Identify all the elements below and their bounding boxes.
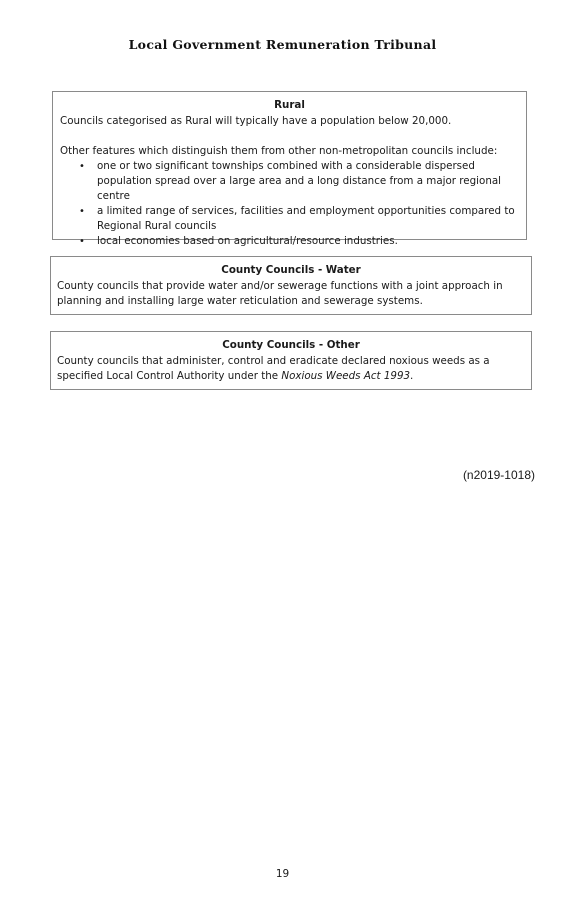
bullet-icon: • [79,206,85,217]
list-item [60,159,519,204]
rural-title: Rural [274,99,305,111]
county-other-text-start: County councils that administer, control and eradicate declared noxious weeds as a specified Local Control Authority under the [57,355,490,382]
document-reference: (n2019-1018) [462,468,535,482]
list-item [60,234,519,249]
list-item-text: one or two significant townships combined with a considerable dispersed population spread over a large area and a long distance from a major regional centre [97,160,502,202]
county-other-text [57,354,525,384]
bullet-icon: • [79,236,85,247]
list-item [60,204,519,234]
page-header-title: Local Government Remuneration Tribunal [128,37,437,52]
paragraph-spacer [60,129,519,144]
rural-features-list [60,159,519,249]
county-other-title: County Councils - Other [222,339,360,351]
county-other-box [50,331,532,390]
rural-features-intro: Other features which distinguish them from other non-metropolitan councils include: [60,145,498,157]
rural-category-box [52,91,527,247]
page-number: 19 [275,868,290,880]
list-item-text: local economies based on agricultural/resource industries. [97,235,398,247]
county-water-title: County Councils - Water [221,264,361,276]
list-item-text: a limited range of services, facilities and employment opportunities compared to Regional Rural councils [97,205,515,232]
noxious-weeds-act-reference: Noxious Weeds Act 1993 [281,370,411,382]
county-water-text: County councils that provide water and/or sewerage functions with a joint approach in planning and installing large water reticulation and sewerage systems. [57,280,503,307]
county-other-text-end: . [410,370,414,382]
rural-intro-text: Councils categorised as Rural will typically have a population below 20,000. [60,115,452,127]
county-water-box [50,256,532,315]
bullet-icon: • [79,161,85,172]
